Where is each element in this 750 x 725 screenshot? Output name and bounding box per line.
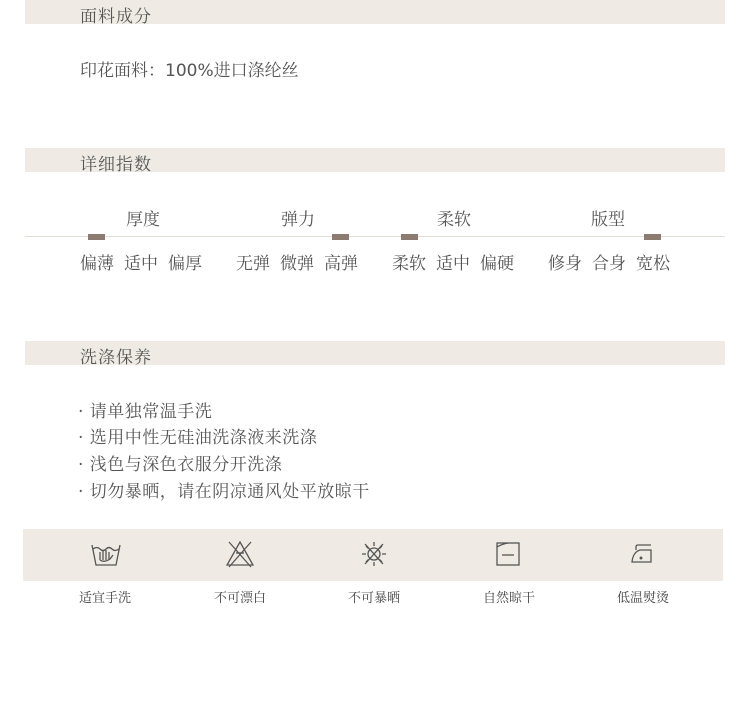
details-section-title: 详细指数: [80, 155, 152, 175]
fabric-section-title: 面料成分: [80, 7, 152, 27]
index-option: 微弹: [280, 254, 314, 274]
care-instruction: · 请单独常温手洗: [78, 402, 213, 422]
index-label: 柔软: [437, 210, 471, 230]
index-option: 无弹: [236, 254, 270, 274]
care-icon-label: 不可漂白: [213, 591, 266, 606]
index-option: 偏硬: [480, 254, 514, 274]
index-selected-marker: [332, 234, 349, 240]
care-icon-label: 不可暴晒: [347, 591, 400, 606]
index-option: 合身: [592, 254, 626, 274]
care-icon-label: 自然晾干: [482, 591, 535, 606]
hand-wash-icon: [88, 538, 124, 570]
index-divider-line: [25, 236, 725, 237]
index-option: 修身: [548, 254, 582, 274]
no-sun-dry-icon: [356, 538, 392, 570]
index-option: 柔软: [392, 254, 426, 274]
index-label: 厚度: [126, 210, 160, 230]
index-selected-marker: [644, 234, 661, 240]
flat-dry-icon: [490, 538, 526, 570]
index-option: 偏薄: [80, 254, 114, 274]
index-option: 高弹: [324, 254, 358, 274]
index-option: 偏厚: [168, 254, 202, 274]
care-icon-label: 低温熨烫: [616, 591, 669, 606]
care-instruction: · 浅色与深色衣服分开洗涤: [78, 455, 283, 475]
care-instruction: · 选用中性无硅油洗涤液来洗涤: [78, 428, 318, 448]
fabric-content: 印花面料：100%进口涤纶丝: [80, 61, 299, 81]
low-iron-icon: [624, 538, 660, 570]
index-selected-marker: [88, 234, 105, 240]
no-bleach-icon: [222, 538, 258, 570]
index-label: 版型: [591, 210, 625, 230]
index-label: 弹力: [281, 210, 315, 230]
index-option: 适中: [436, 254, 470, 274]
index-selected-marker: [401, 234, 418, 240]
care-section-title: 洗涤保养: [80, 348, 152, 368]
index-option: 宽松: [636, 254, 670, 274]
care-icon-label: 适宜手洗: [78, 591, 131, 606]
care-instruction: · 切勿暴晒，请在阴凉通风处平放晾干: [78, 482, 370, 502]
index-option: 适中: [124, 254, 158, 274]
